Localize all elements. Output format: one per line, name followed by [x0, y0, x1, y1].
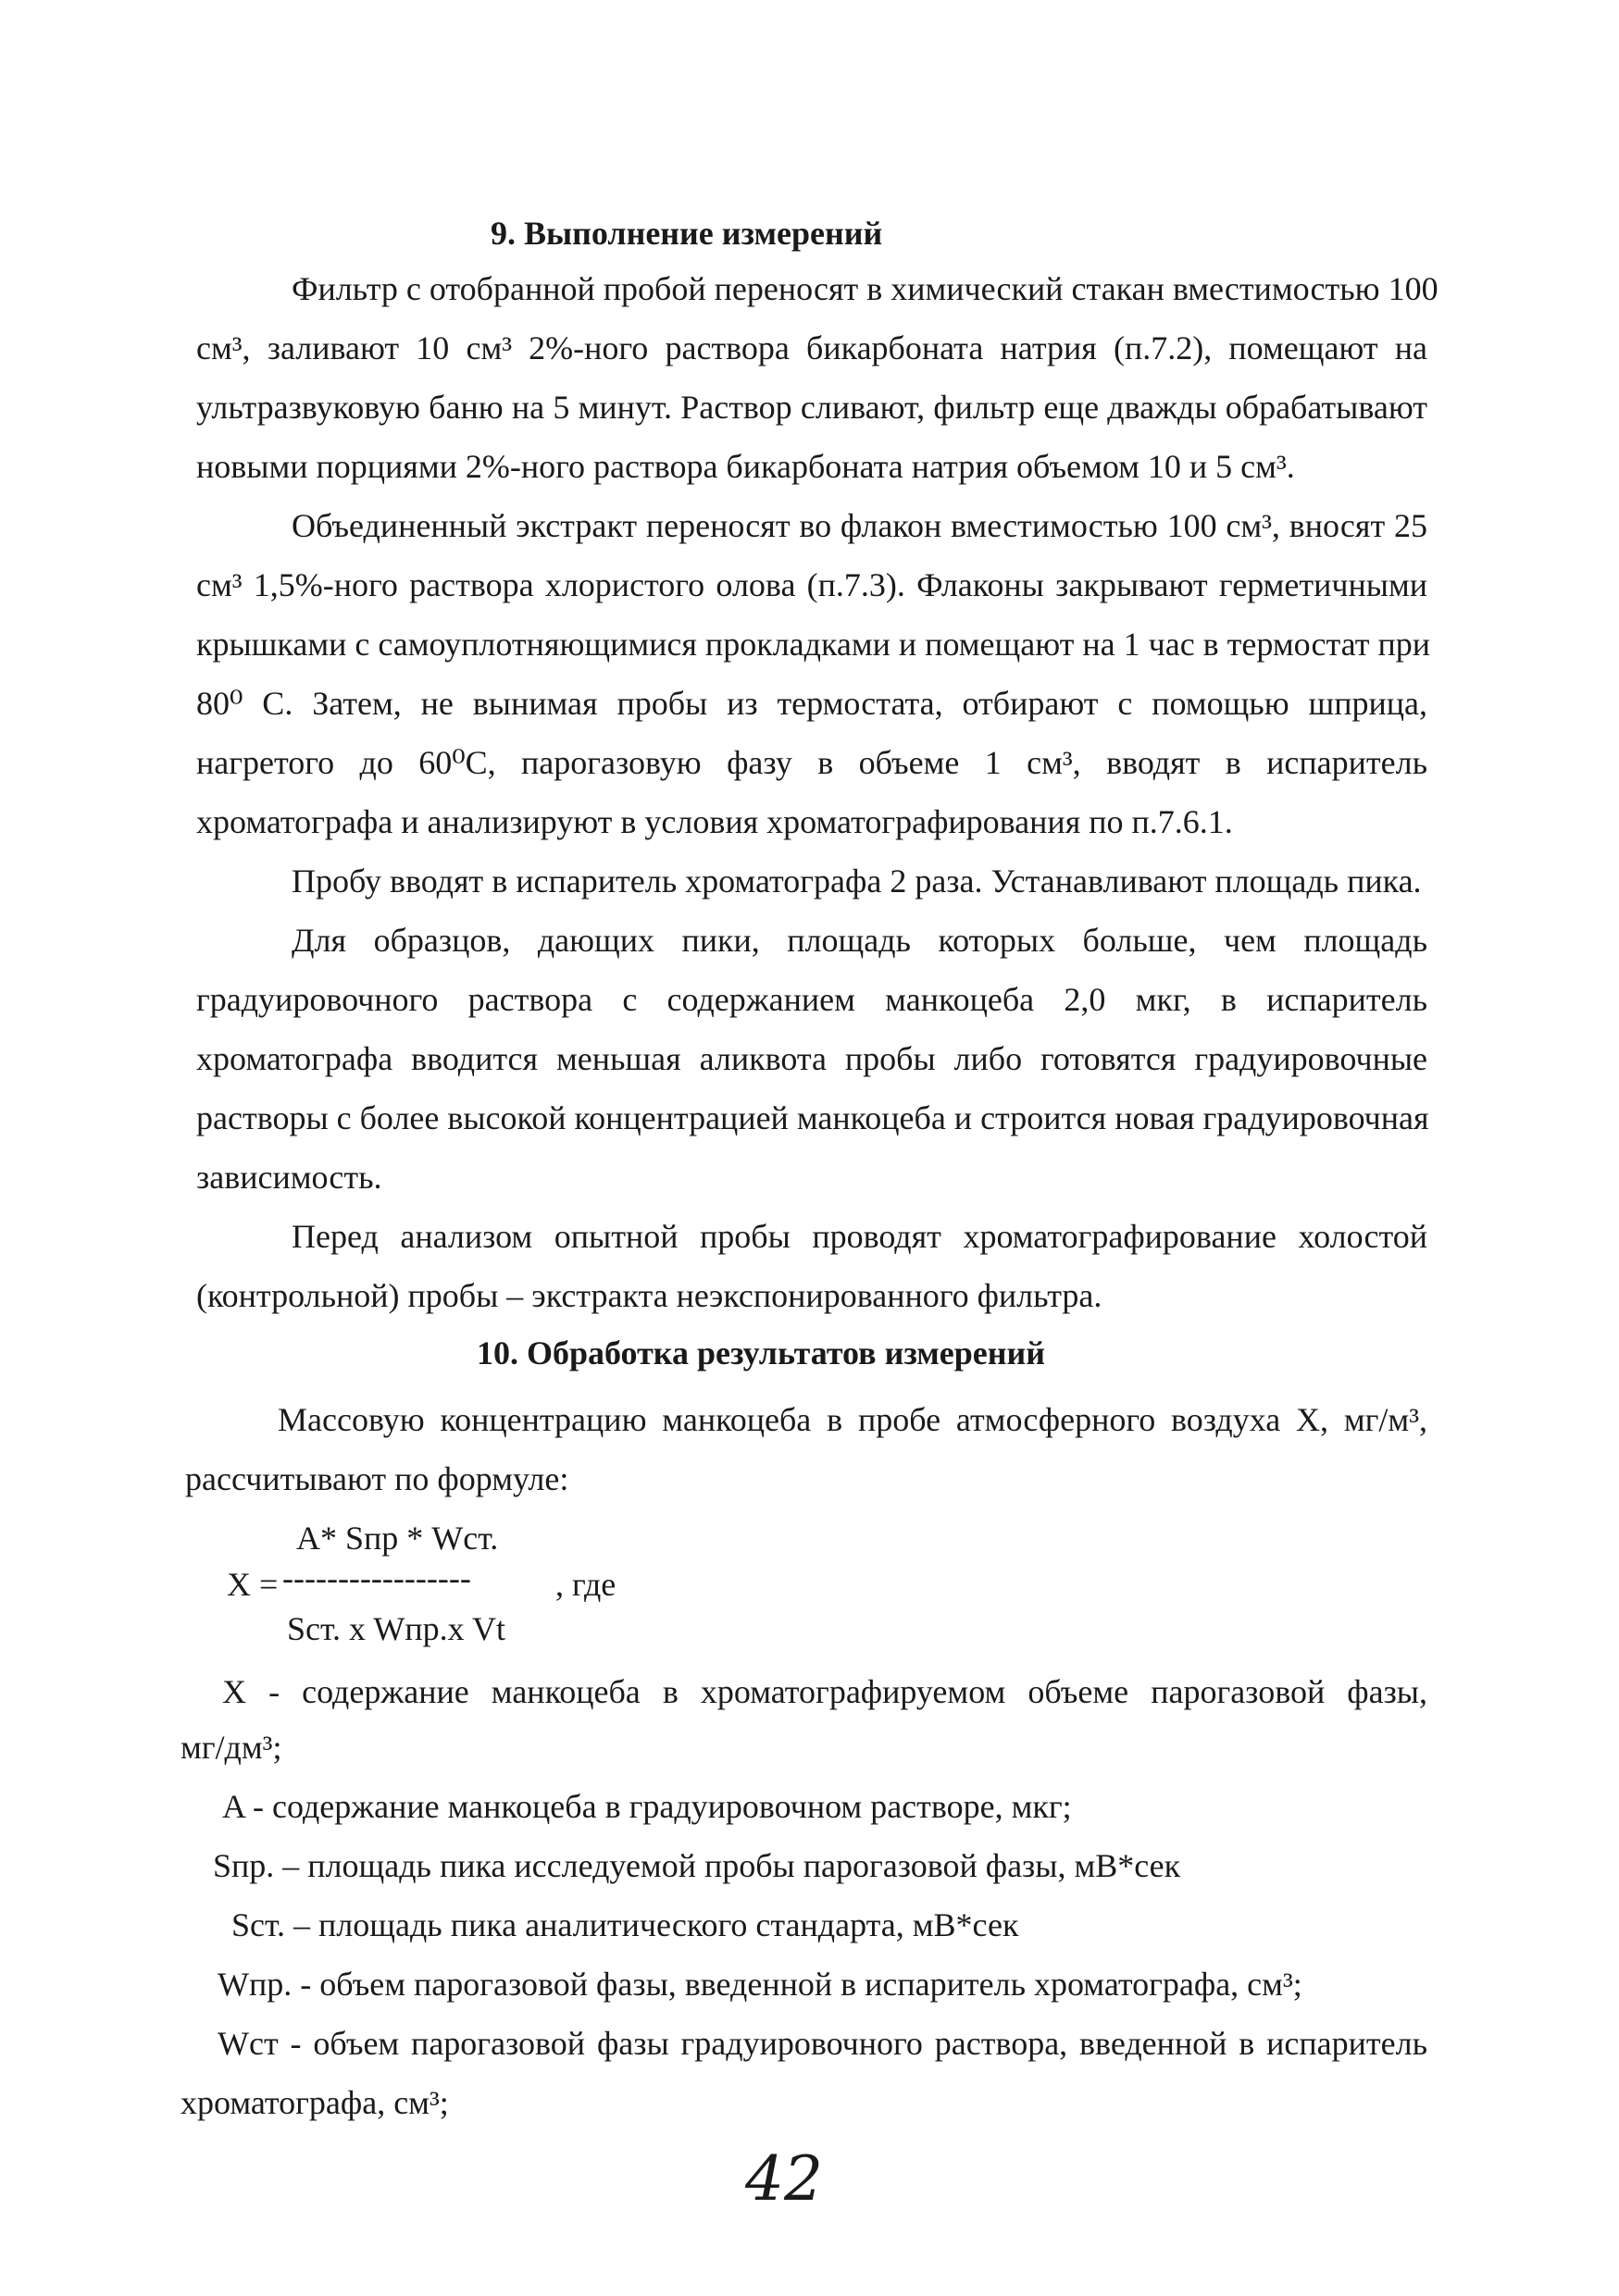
paragraph-line: растворы с более высокой концентрацией манкоцеба и строится новая градуировочная [196, 1099, 1429, 1136]
page-number: 42 [745, 2143, 823, 2215]
definition-line: X - содержание манкоцеба в хроматографируемом объеме парогазовой фазы, [222, 1673, 1427, 1710]
formula-denominator: Sст. x Wпр.x Vt [287, 1610, 505, 1647]
formula-bar: ----------------- [282, 1559, 471, 1596]
formula-lhs: X = [227, 1566, 279, 1603]
paragraph-line: см³ 1,5%-ного раствора хлористого олова (п.7.3). Флаконы закрывают герметичными [196, 566, 1427, 603]
paragraph-line: см³, заливают 10 см³ 2%-ного раствора бикарбоната натрия (п.7.2), помещают на [196, 329, 1427, 366]
paragraph-line: градуировочного раствора с содержанием манкоцеба 2,0 мкг, в испаритель [196, 981, 1427, 1018]
paragraph-line: Объединенный экстракт переносят во флакон вместимостью 100 см³, вносят 25 [292, 507, 1427, 544]
paragraph-line: новыми порциями 2%-ного раствора бикарбоната натрия объемом 10 и 5 см³. [196, 448, 1295, 485]
formula-numerator: A* Sпр * Wст. [296, 1520, 499, 1557]
section-10-heading: 10. Обработка результатов измерений [477, 1334, 1046, 1371]
definition-line: мг/дм³; [181, 1729, 282, 1766]
paragraph-line: хроматографа вводится меньшая аликвота пробы либо готовятся градуировочные [196, 1040, 1427, 1077]
paragraph-line: Для образцов, дающих пики, площадь которых больше, чем площадь [292, 922, 1427, 959]
paragraph-line: крышками с самоуплотняющимися прокладками и помещают на 1 час в термостат при [196, 626, 1430, 663]
paragraph-line: нагретого до 60⁰С, парогазовую фазу в объеме 1 см³, вводят в испаритель [196, 744, 1427, 781]
definition-line: Sпр. – площадь пика исследуемой пробы парогазовой фазы, мВ*сек [213, 1847, 1181, 1884]
section-9-heading: 9. Выполнение измерений [491, 215, 883, 252]
definition-line: Wст - объем парогазовой фазы градуировочного раствора, введенной в испаритель [218, 2025, 1427, 2062]
paragraph-line: зависимость. [196, 1159, 382, 1196]
definition-line: A - содержание манкоцеба в градуировочном растворе, мкг; [222, 1788, 1072, 1825]
paragraph-line: рассчитывают по формуле: [185, 1460, 569, 1497]
paragraph-line: 80⁰ С. Затем, не вынимая пробы из термостата, отбирают с помощью шприца, [196, 685, 1427, 722]
paragraph-line: Перед анализом опытной пробы проводят хроматографирование холостой [292, 1218, 1427, 1255]
paragraph-line: хроматографа и анализируют в условия хроматографирования по п.7.6.1. [196, 803, 1233, 840]
paragraph-line: Фильтр с отобранной пробой переносят в химический стакан вместимостью 100 [292, 270, 1438, 307]
paragraph-line: ультразвуковую баню на 5 минут. Раствор сливают, фильтр еще дважды обрабатывают [196, 389, 1427, 426]
definition-line: Sст. – площадь пика аналитического стандарта, мВ*сек [231, 1906, 1019, 1943]
paragraph-line: Массовую концентрацию манкоцеба в пробе атмосферного воздуха X, мг/м³, [278, 1401, 1427, 1438]
definition-line: Wпр. - объем парогазовой фазы, введенной в испаритель хроматографа, см³; [218, 1966, 1302, 2003]
paragraph-line: Пробу вводят в испаритель хроматографа 2 раза. Устанавливают площадь пика. [292, 863, 1422, 900]
paragraph-line: (контрольной) пробы – экстракта неэкспонированного фильтра. [196, 1277, 1102, 1314]
formula-where: , где [555, 1566, 616, 1603]
definition-line: хроматографа, см³; [181, 2084, 449, 2121]
